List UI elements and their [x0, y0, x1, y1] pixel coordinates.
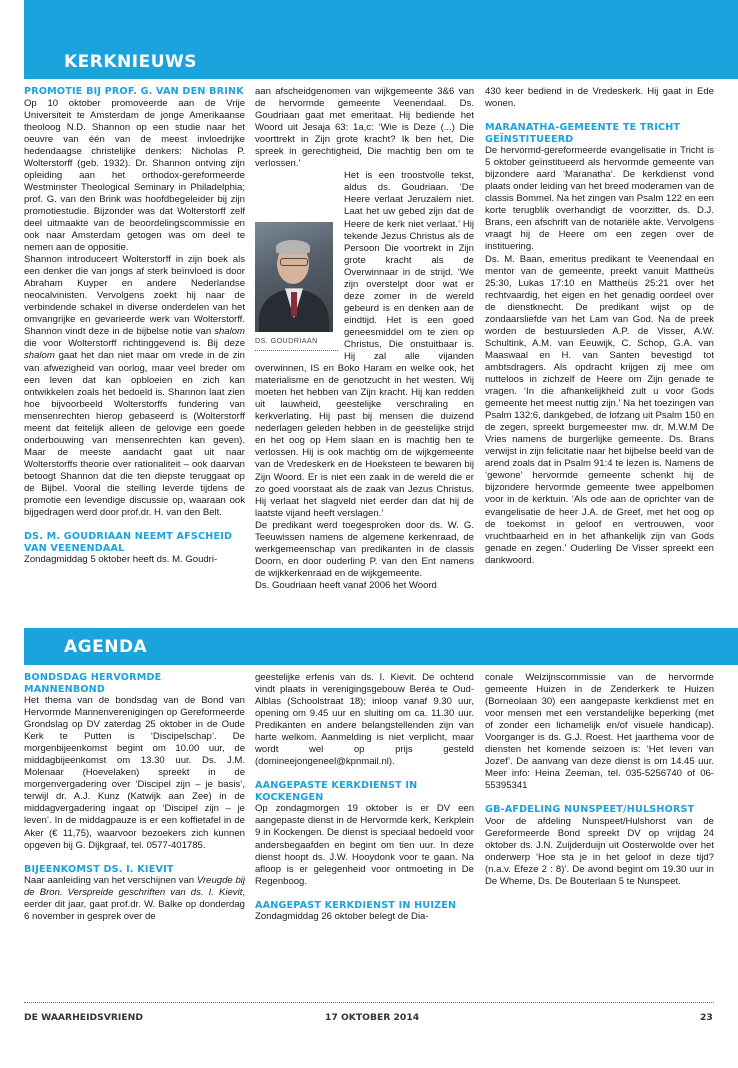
footer-divider: [24, 1002, 714, 1003]
article-paragraph: aan afscheidgenomen van wijkgemeente 3&6 van de hervormde gemeente Veenendaal. Ds. Goudriaan gaat met emeritaat. Hij bediende het Woord uit Jesaja 63: 1a,c: ‘Wie is Deze (...) Die voorttrekt in Zijn grote kracht? Ik ben het, Die spreek in gerechtigheid, Die machtig ben om te verlossen.’: [255, 86, 474, 170]
agenda-paragraph: Op zondagmorgen 19 oktober is er DV een aangepaste dienst in de Hervormde kerk, Kerkplein 9 in Kockengen. De dienst is speciaal bedoeld voor andersbegaafden en begint om tien uur. In deze dienst hoopt ds. J.W. Hooydonk voor te gaan. Na afloop is er gelegenheid voor ontmoeting in De Regenboog.: [255, 803, 474, 887]
article-paragraph: Shannon introduceert Wolterstorff in zijn boek als een denker die van jongs af sterk beïnvloed is door Abraham Kuyper en andere Nederlandse neocalvinisten. Vervolgens zoekt hij naar de verbindende schakel in diverse onderdelen van het omvangrijke en gevarieerde werk van Wolterstorff. Shannon vindt deze in de bijbelse notie van shalom die voor Wolterstorff richtinggevend is. Bij deze shalom gaat het dan niet maar om vrede in de zin van afwezigheid van oorlog, maar veel breder om een leven dat kan opbloeien en zich kan ontwikkelen zoals het bedoeld is. Shannon laat zien hoe bijvoorbeeld Wolterstorffs fundering van mensenrechten hierop gebaseerd is (Wolterstorff meent dat feitelijk alleen de gelovige een goede onderbouwing van mensenrechten kan geven). Maar de meeste aandacht gaat uit naar Wolterstorffs theorie over rationaliteit – ook daarvan betoogt Shannon dat die ten diepste teruggaat op de Bijbel. Vooral die stelling leverde tijdens de promotie een levendige discussie op, waaraan ook bijgedragen werd door prof.dr. H. van den Belt.: [24, 254, 245, 519]
footer-publication: DE WAARHEIDSVRIEND: [24, 1012, 143, 1023]
kerknieuws-column-3: [485, 86, 714, 621]
article-paragraph: De predikant werd toegesproken door ds. W. G. Teeuwissen namens de algemene kerkenraad, de werkgemeenschap van predikanten in de classis Doorn, en door ouderling P. van den Ent namens de wijkkerkenraad en de wijkgemeente.: [255, 519, 474, 579]
agenda-paragraph: Voor de afdeling Nunspeet/Hulshorst van de Gereformeerde Bond spreekt DV op vrijdag 24 oktober ds. J.N. Zuijderduijn uit Oosterwolde over het onderwerp ‘Hoe sta je in het geloof in deze tijd? (n.a.v. Efeze 2 : 8)’. De avond begint om 19.30 uur in De Wheme, Ds. De Bouterlaan 5 te Nunspeet.: [485, 815, 714, 888]
kerknieuws-title: KERKNIEUWS: [64, 52, 198, 72]
agenda-paragraph: Het thema van de bondsdag van de Bond van Hervormde Mannenverenigingen op Gereformeerde Grondslag op DV zaterdag 25 oktober in de Oude Kerk te Putten is ‘Discipelschap’. De morgenbijeenkomst begint om 10.00 uur, de middagbijeenkomst om 13.30 uur. Ds. J.M. Molenaar (Hoevelaken) spreekt in de morgenvergadering over ‘Discipel zijn – je basis’, terwijl dr. A.J. Kunz (Katwijk aan Zee) in de middagvergadering ingaat op ‘Discipel zijn – je leven’. In de middagpauze is er een koffietafel in de Aker (€ 11,75), waarvoor bezoekers zich kunnen opgeven bij G. Dijkgraaf, tel. 0577-401785.: [24, 695, 245, 851]
article-paragraph: Ds. M. Baan, emeritus predikant te Veenendaal en mentor van de gemeente, preekt vanuit Mattheüs 25:30, Lukas 17:10 en Mattheüs 25:21 over het rechtvaardig, het eigen en het genadig oordeel over de dienstknecht. De predikant wijst op de zondaarsliefde van het Lam van God. Na de preek worden de bestuursleden A.P. de Visser, A.W. Schultink, A.M. van Eeuwijk, C. Schop, G.A. van Maaswaal en H. van Santen bevestigd tot ambtsdragers. Als opdracht krijgen zij mee om nutteloos in zichzelf de Heere om Zijn genade te vragen. ‘In die afhankelijkheid zult u voor Gods gemeente het meest nuttig zijn.’ Na het toezingen van Psalm 132:6, dankgebed, de lofzang uit Psalm 150 en de zegen, spreekt burgemeester mw. dr. M.W.M De Vries namens de burgerlijke gemeente. Ds. Brans verwijst in zijn felicitatie naar het bijbelse beeld van de arend zoals dat in Psalm 91:4 te lezen is. Namens de ‘gewone’ hervormde gemeente schenkt hij de bijzondere hervormde gemeente twee appelbomen voor in de kerktuin. ‘Als ode aan de oprichter van de evangelisatie de heer J.A. de Greef, met het oog op de toekomst in geloof en vertrouwen, voor vruchtbaarheid en in het afhankelijk zijn van Gods genade en zegen.’ Ouderling De Visser spreekt een dankwoord.: [485, 253, 714, 566]
article-heading-goudriaan: DS. M. GOUDRIAAN NEEMT AFSCHEID VAN VEENENDAAL: [24, 531, 233, 554]
agenda-paragraph: Naar aanleiding van het verschijnen van Vreugde bij de Bron. Verspreide geschriften van ds. I. Kievit, eerder dit jaar, gaat prof.dr. W. Balke op donderdag 6 november in gesprek over de: [24, 875, 245, 923]
photo-caption: DS. GOUDRIAAN: [255, 335, 338, 351]
article-paragraph: Het is een troostvolle tekst, aldus ds. Goudriaan. ‘De Heere verlaat Jeruzalem niet. Laat het uw gebed zijn dat de Heere de kerk niet verlaat.’ Hij tekende Jezus Christus als de Persoon Die voortrekt in Zijn grote kracht als de Overwinnaar in de strijd. ‘We zijn overstelpt door wat er deze zomer in de wereld gebeurd is en denken aan de eindtijd. Het is een goed geneesmiddel om te zien op Christus, Die onstuitbaar is. Hij zal alle vijanden overwinnen, IS en Boko Haram en welke ook, het materialisme en de genotzucht in het westen. Wij moeten het hebben van Zijn kracht. Hij kan redden uit lauwheid, geestelijke verschraling en kerkverlating. Hij past bij mensen die duizend nederlagen geleden hebben in de geestelijke strijd en het oog op Hem slaan en is machtig hen te verlossen. Hij is ook machtig om de wijkgemeente van de Vredeskerk en de Hoeksteen te bewaren bij Zijn Woord. Er is niet een zaak in de wereld die er zo goed voorstaat als de zaak van Jezus Christus. Hij verlaat het slagveld niet eerder dan dat hij de laatste vijand heeft verslagen.’: [255, 170, 474, 519]
agenda-paragraph: conale Welzijnscommissie van de hervormde gemeente Huizen in de Zenderkerk te Huizen (Borneolaan 30) een aangepaste kerkdienst met en voor mensen met een verstandelijke beperking (met of zonder een lichamelijk en/of visuele handicap). Voorganger is ds. G.J. Roest. Het jaarthema voor de diensten het komende seizoen is: ‘Het leven van Jozef’. De aanvang van deze dienst is om 14.45 uur. Meer info: Heina Zeeman, tel. 035-5256740 of 06-55395341: [485, 672, 714, 792]
agenda-heading-nunspeet: GB-AFDELING NUNSPEET/HULSHORST: [485, 804, 695, 816]
article-heading-maranatha: MARANATHA-GEMEENTE TE TRICHT GEÏNSTITUEERD: [485, 122, 681, 145]
agenda-heading-kockengen: AANGEPASTE KERKDIENST IN KOCKENGEN: [255, 780, 418, 803]
article-paragraph: Ds. Goudriaan heeft vanaf 2006 het Woord: [255, 579, 437, 591]
kerknieuws-banner: [24, 0, 738, 79]
footer-date: 17 OKTOBER 2014: [325, 1012, 420, 1023]
footer-page-number: 23: [700, 1012, 713, 1023]
article-paragraph: 430 keer bediend in de Vredeskerk. Hij gaat in Ede wonen.: [485, 86, 714, 110]
agenda-paragraph: Zondagmiddag 26 oktober belegt de Dia-: [255, 911, 429, 923]
article-paragraph: Zondagmiddag 5 oktober heeft ds. M. Goudri-: [24, 554, 218, 566]
agenda-paragraph: geestelijke erfenis van ds. I. Kievit. De ochtend vindt plaats in verenigingsgebouw Beréa te Oud-Alblas (Schoolstraat 18); inloop vanaf 9.30 uur, opening om 9.45 uur en sluiting om ca. 11.30 uur. Predikanten en andere belangstellenden zijn van harte welkom. Aanmelding is niet verplicht, maar wordt wel op prijs gesteld (domineejongeneel@kpnmail.nl).: [255, 672, 474, 768]
article-paragraph: De hervormd-gereformeerde evangelisatie in Tricht is 5 oktober geïnstitueerd als hervormde gemeente van bijzondere aard ‘Maranatha’. De kerkdienst vond plaats onder leiding van het breed moderamen van de classis Bommel. Na het zingen van Psalm 122 en een korte terugblik overhandigt de voorzitter, ds. D.J. Brans, een afschrift van de notariële akte. Vervolgens vraagt hij de Heere om een zegen over de instituering.: [485, 145, 714, 253]
agenda-heading-kievit: BIJEENKOMST DS. I. KIEVIT: [24, 863, 174, 875]
agenda-column-1: [24, 672, 245, 997]
agenda-column-3: [485, 672, 714, 997]
article-paragraph: Op 10 oktober promoveerde aan de Vrije Universiteit te Amsterdam de jonge Amerikaanse theoloog N.D. Shannon op een studie naar het oeuvre van één van de meest invloedrijke hedendaagse christelijke denkers: Nicholas P. Wolterstorff (geb. 1932). Dr. Shannon ontving zijn opleiding aan het orthodox-gereformeerde Westminster Theological Seminary in Philadelphia; prof. G. van den Brink was hoofdbegeleider bij zijn promotiestudie. Bijzonder was dat Wolterstorff zelf deel uitmaakte van de beoordelingscommissie en ook naar Amsterdam getogen was om deel te nemen aan de oppositie.: [24, 97, 245, 254]
kerknieuws-column-2: [255, 86, 474, 621]
agenda-column-2: [255, 672, 474, 997]
agenda-title: AGENDA: [64, 637, 148, 657]
kerknieuws-column-1: [24, 86, 245, 621]
agenda-heading-mannenbond: BONDSDAG HERVORMDE MANNENBOND: [24, 672, 162, 695]
article-heading-promotie: PROMOTIE BIJ PROF. G. VAN DEN BRINK: [24, 86, 244, 97]
agenda-heading-huizen: AANGEPAST KERKDIENST IN HUIZEN: [255, 899, 457, 911]
portrait-image: [255, 222, 333, 332]
photo-goudriaan: [255, 222, 338, 351]
agenda-banner: [24, 628, 738, 665]
